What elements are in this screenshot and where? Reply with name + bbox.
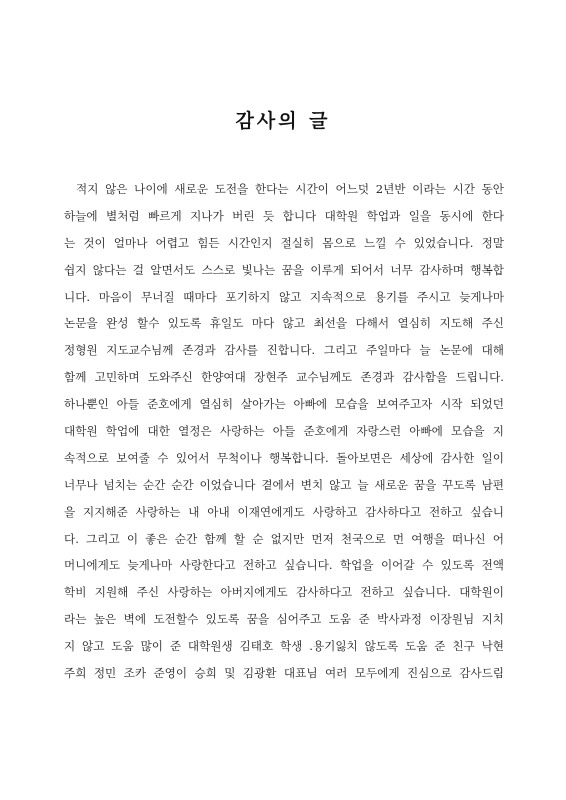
text-line: 속적으로 보여줄 수 있어서 무척이나 행복합니다. 돌아보면은 세상에 감사한 일이 — [64, 450, 504, 465]
text-line: 하나뿐인 아들 준호에게 열심히 살아가는 아빠에 모습을 보여주고자 시작 되었던 — [64, 397, 504, 412]
text-line: 논문을 완성 할수 있도록 휴일도 마다 않고 최선을 다해서 열심히 지도해 주신 — [64, 316, 504, 331]
text-line: 학비 지원해 주신 사랑하는 아버지에게도 감사하다고 전하고 싶습니다. 대학원이 — [64, 585, 504, 600]
page-title: 감사의 글 — [235, 110, 331, 132]
text-line: 는 것이 얼마나 어렵고 힘든 시간인지 절실히 몸으로 느낄 수 있었습니다. 정말 — [64, 235, 504, 250]
text-line: 적지 않은 나이에 새로운 도전을 한다는 시간이 어느덧 2년반 이라는 시간 동안 — [76, 182, 504, 196]
text-line: 쉽지 않다는 걸 알면서도 스스로 빛나는 꿈을 이루게 되어서 너무 감사하며 행복합 — [64, 262, 504, 277]
text-line: 지 않고 도움 많이 준 대학원생 김태호 학생 .용기잃치 않도록 도움 준 친구 낙현 — [64, 639, 504, 654]
text-line: 정형원 지도교수님께 존경과 감사를 진합니다. 그리고 주일마다 늘 논문에 대해 — [64, 343, 504, 358]
text-line: 라는 높은 벽에 도전할수 있도록 꿈을 심어주고 도움 준 박사과정 이장원님 지치 — [64, 612, 504, 627]
text-line: 대학원 학업에 대한 열정은 사랑하는 아들 준호에게 자랑스런 아빠에 모습을 지 — [64, 424, 504, 439]
text-line: 너무나 넘치는 순간 순간 이었습니다 곁에서 변치 않고 늘 새로운 꿈을 꾸도록 남편 — [64, 477, 504, 492]
text-line: 을 지지해준 사랑하는 내 아내 이재연에게도 사랑하고 감사하다고 전하고 싶습니 — [64, 504, 504, 519]
text-line: 주희 정민 조카 준영이 승희 및 김광환 대표님 여러 모두에게 진심으로 감사드림 — [64, 666, 504, 681]
text-line: 머니에게도 늦게나마 사랑한다고 전하고 싶습니다. 학업을 이어갈 수 있도록 전액 — [64, 558, 504, 573]
text-line: 다. 그리고 이 좋은 순간 함께 할 순 없지만 먼저 천국으로 먼 여행을 떠나신 어 — [64, 531, 504, 546]
acknowledgement-body — [64, 176, 504, 687]
text-line: 하늘에 별처럼 빠르게 지나가 버린 듯 합니다 대학원 학업과 일을 동시에 한다 — [64, 208, 504, 223]
text-line: 니다. 마음이 무너질 때마다 포기하지 않고 지속적으로 용기를 주시고 늦게나마 — [64, 289, 504, 304]
text-line: 함께 고민하며 도와주신 한양여대 장현주 교수님께도 존경과 감사함을 드립니다. — [64, 370, 504, 385]
